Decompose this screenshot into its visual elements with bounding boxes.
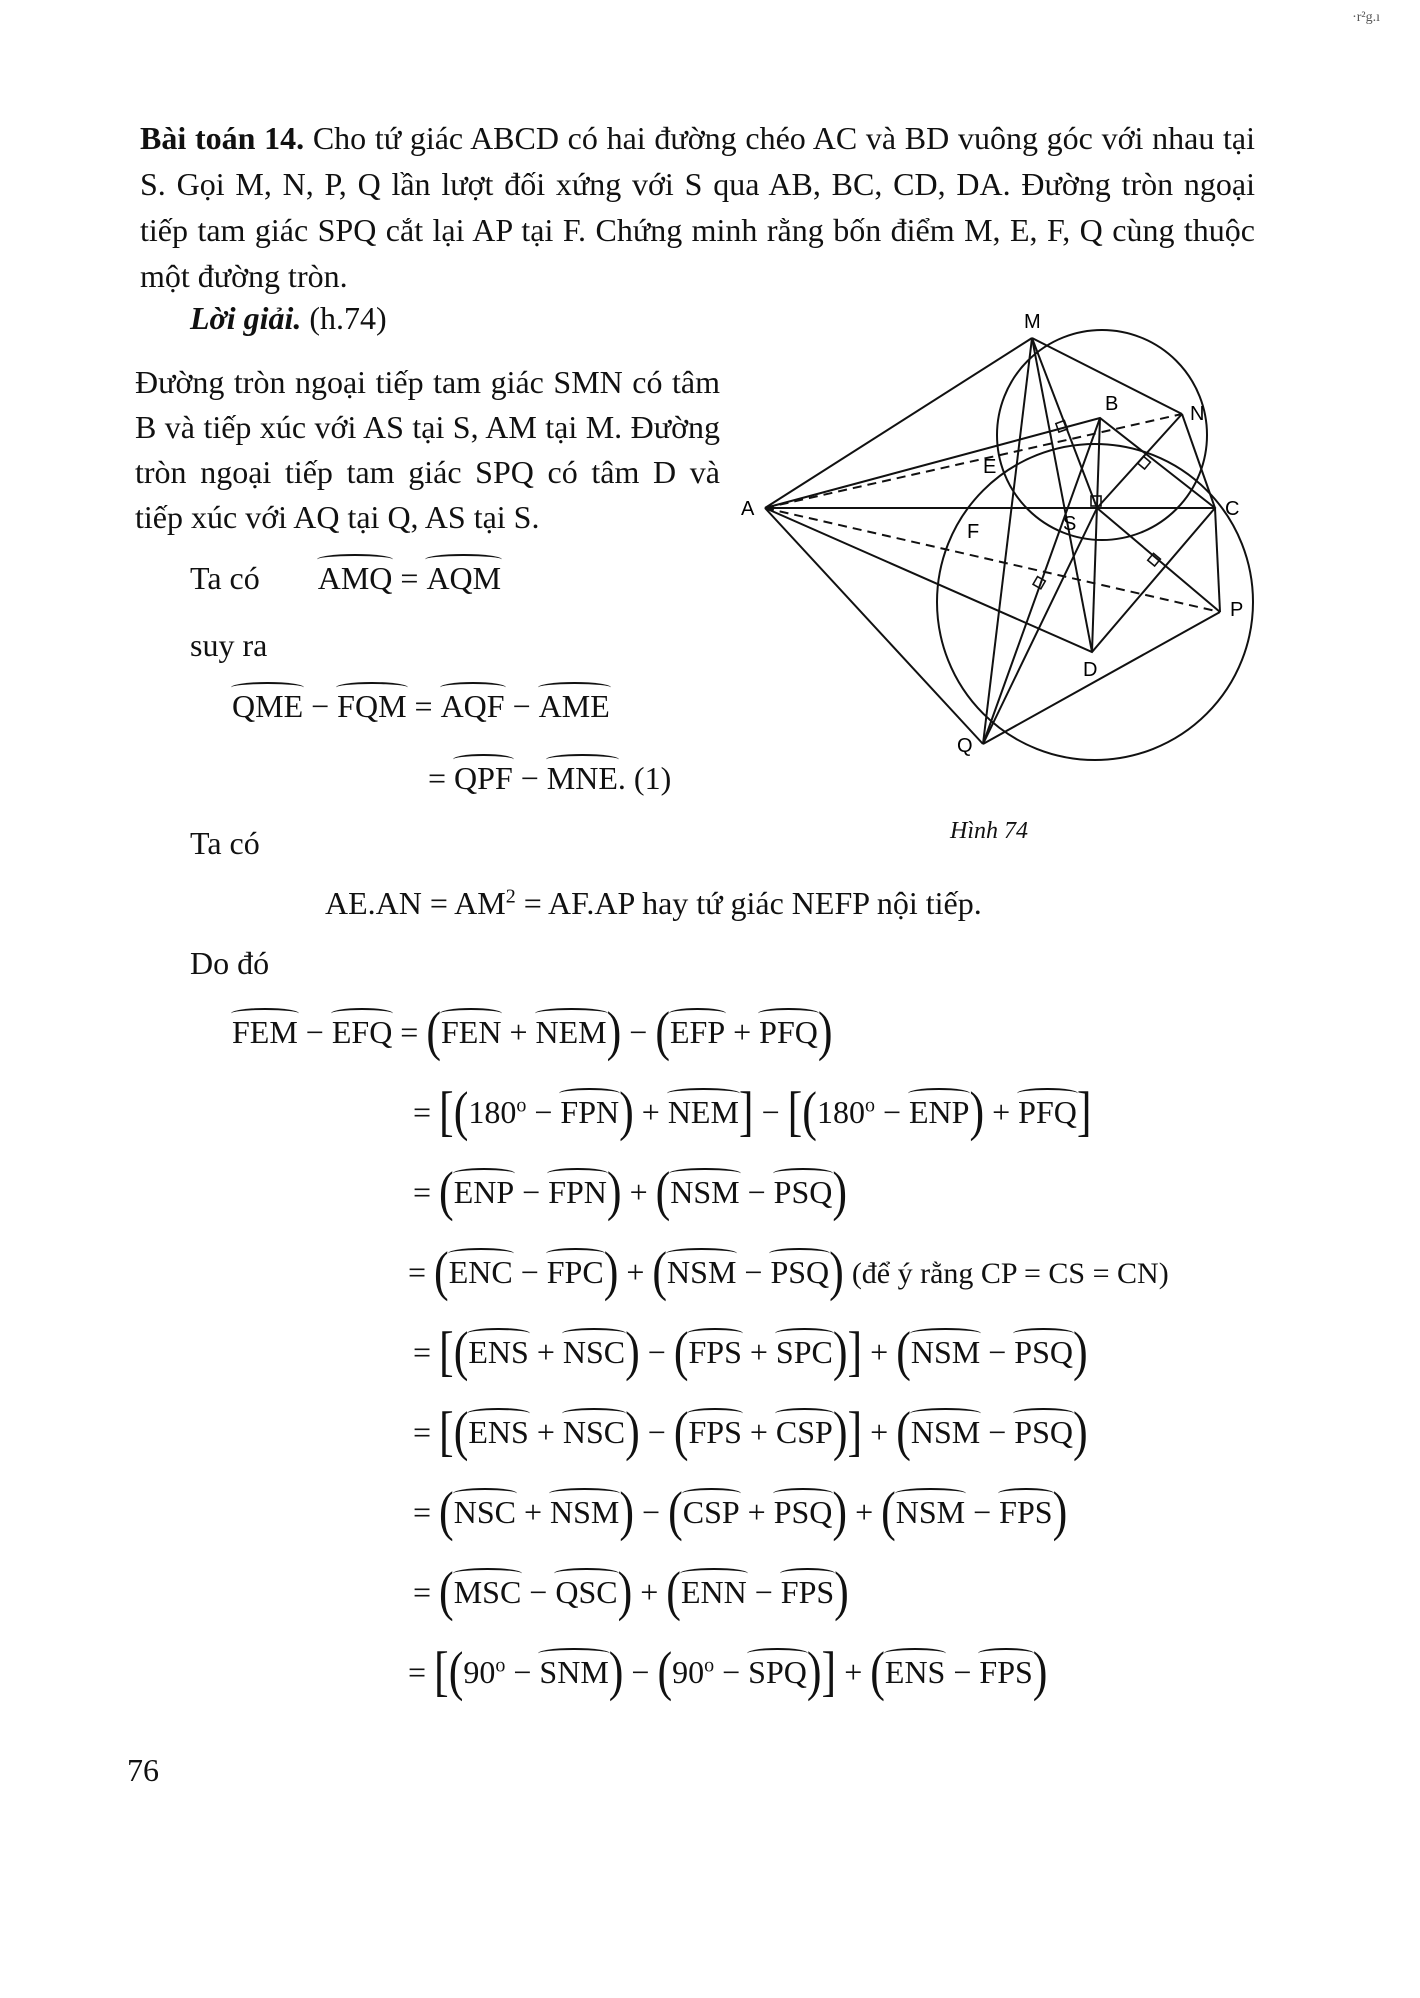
label-b: B bbox=[1105, 393, 1119, 415]
page-number: 76 bbox=[127, 1752, 159, 1788]
chain-7: = (NSC + NSM) − (CSP + PSQ) + (NSM − FPS) bbox=[413, 1480, 1068, 1542]
label-d: D bbox=[1083, 659, 1098, 681]
right-angle-bc bbox=[1138, 456, 1151, 469]
label-n: N bbox=[1190, 403, 1205, 425]
chain-5: = [(ENS + NSC) − (FPS + SPC)] + (NSM − PSQ) bbox=[413, 1320, 1088, 1382]
label-f: F bbox=[967, 521, 980, 543]
label-e: E bbox=[983, 456, 997, 478]
line-aq bbox=[765, 508, 983, 744]
figure-ref: (h.74) bbox=[309, 300, 387, 336]
chain-4: = (ENC − FPC) + (NSM − PSQ) (để ý rằng CP = CS = CN) bbox=[408, 1240, 1169, 1302]
diagonal-bd bbox=[1092, 418, 1100, 652]
dashed-ap bbox=[765, 508, 1220, 612]
label-q: Q bbox=[957, 735, 973, 757]
problem-text: Cho tứ giác ABCD có hai đường chéo AC và BD vuông góc với nhau tại S. Gọi M, N, P, Q lần lượt đối xứng với S qua AB, BC, CD, DA. Đường tròn ngoại tiếp tam giác SPQ cắt lại AP tại F. Chứng minh rằng bốn điểm M, E, F, Q cùng thuộc một đường tròn. bbox=[140, 120, 1256, 294]
line-qb bbox=[983, 418, 1100, 744]
label-p: P bbox=[1230, 599, 1244, 621]
line-cp bbox=[1215, 508, 1220, 612]
note: (để ý rằng CP = CS = CN) bbox=[851, 1257, 1169, 1290]
chain-6: = [(ENS + NSC) − (FPS + CSP)] + (NSM − PSQ) bbox=[413, 1400, 1088, 1462]
label-m: M bbox=[1024, 311, 1041, 333]
chain-9: = $[(90^o - SNM) - (90^o - SPQ)] + (ENS - FPS)$ bbox=[408, 1640, 1048, 1702]
line-md bbox=[1032, 338, 1092, 652]
label-s: S bbox=[1063, 513, 1077, 535]
solution-paragraph: Đường tròn ngoại tiếp tam giác SMN có tâm B và tiếp xúc với AS tại S, AM tại M. Đường tròn ngoại tiếp tam giác SPQ có tâm D và tiếp xúc với AQ tại Q, AS tại S. bbox=[135, 364, 720, 535]
chain-8: = (MSC − QSC) + (ENN − FPS) bbox=[413, 1560, 849, 1622]
solution-heading bbox=[190, 300, 387, 337]
chain-1: FEM − EFQ = (FEN + NEM) − (EFP + PFQ) bbox=[232, 1000, 833, 1062]
corner-mark: ·r²g.ı bbox=[1352, 10, 1380, 25]
line-sq bbox=[983, 508, 1097, 744]
chain-3: = (ENP − FPN) + (NSM − PSQ) bbox=[413, 1160, 848, 1222]
suy-ra: suy ra bbox=[190, 627, 268, 663]
line-mq bbox=[983, 338, 1032, 744]
ta-co-2: Ta có bbox=[190, 825, 260, 861]
ta-co-label: Ta có bbox=[190, 560, 260, 596]
figure-74 bbox=[735, 310, 1275, 825]
eq-qme: QME − FQM = AQF − AME bbox=[232, 688, 610, 724]
dashed-an bbox=[765, 414, 1182, 508]
power-text: hay tứ giác NEFP nội tiếp. bbox=[642, 885, 982, 921]
figure-caption: Hình 74 bbox=[950, 818, 1028, 844]
right-angle-ab bbox=[1056, 421, 1068, 433]
line-pq bbox=[983, 612, 1220, 744]
label-a: A bbox=[741, 498, 755, 520]
chain-2: = $[(180^o - FPN) + NEM] - [(180^o - ENP) + PFQ]$ bbox=[413, 1080, 1092, 1142]
solution-label: Lời giải. bbox=[190, 300, 302, 336]
circle-spq bbox=[937, 444, 1253, 760]
eq-amq: Ta có AMQ = AQM bbox=[190, 560, 502, 596]
problem-statement bbox=[140, 115, 1255, 299]
label-c: C bbox=[1225, 498, 1240, 520]
problem-label: Bài toán 14. bbox=[140, 120, 305, 156]
eq1-ref: (1) bbox=[633, 760, 672, 796]
eq-1: = QPF − MNE. (1) bbox=[428, 760, 672, 796]
geometry-diagram bbox=[735, 310, 1275, 820]
eq-power: $AE.AN = AM^2 = AF.AP$ hay tứ giác NEFP nội tiếp. bbox=[325, 885, 982, 921]
do-do: Do đó bbox=[190, 945, 270, 981]
